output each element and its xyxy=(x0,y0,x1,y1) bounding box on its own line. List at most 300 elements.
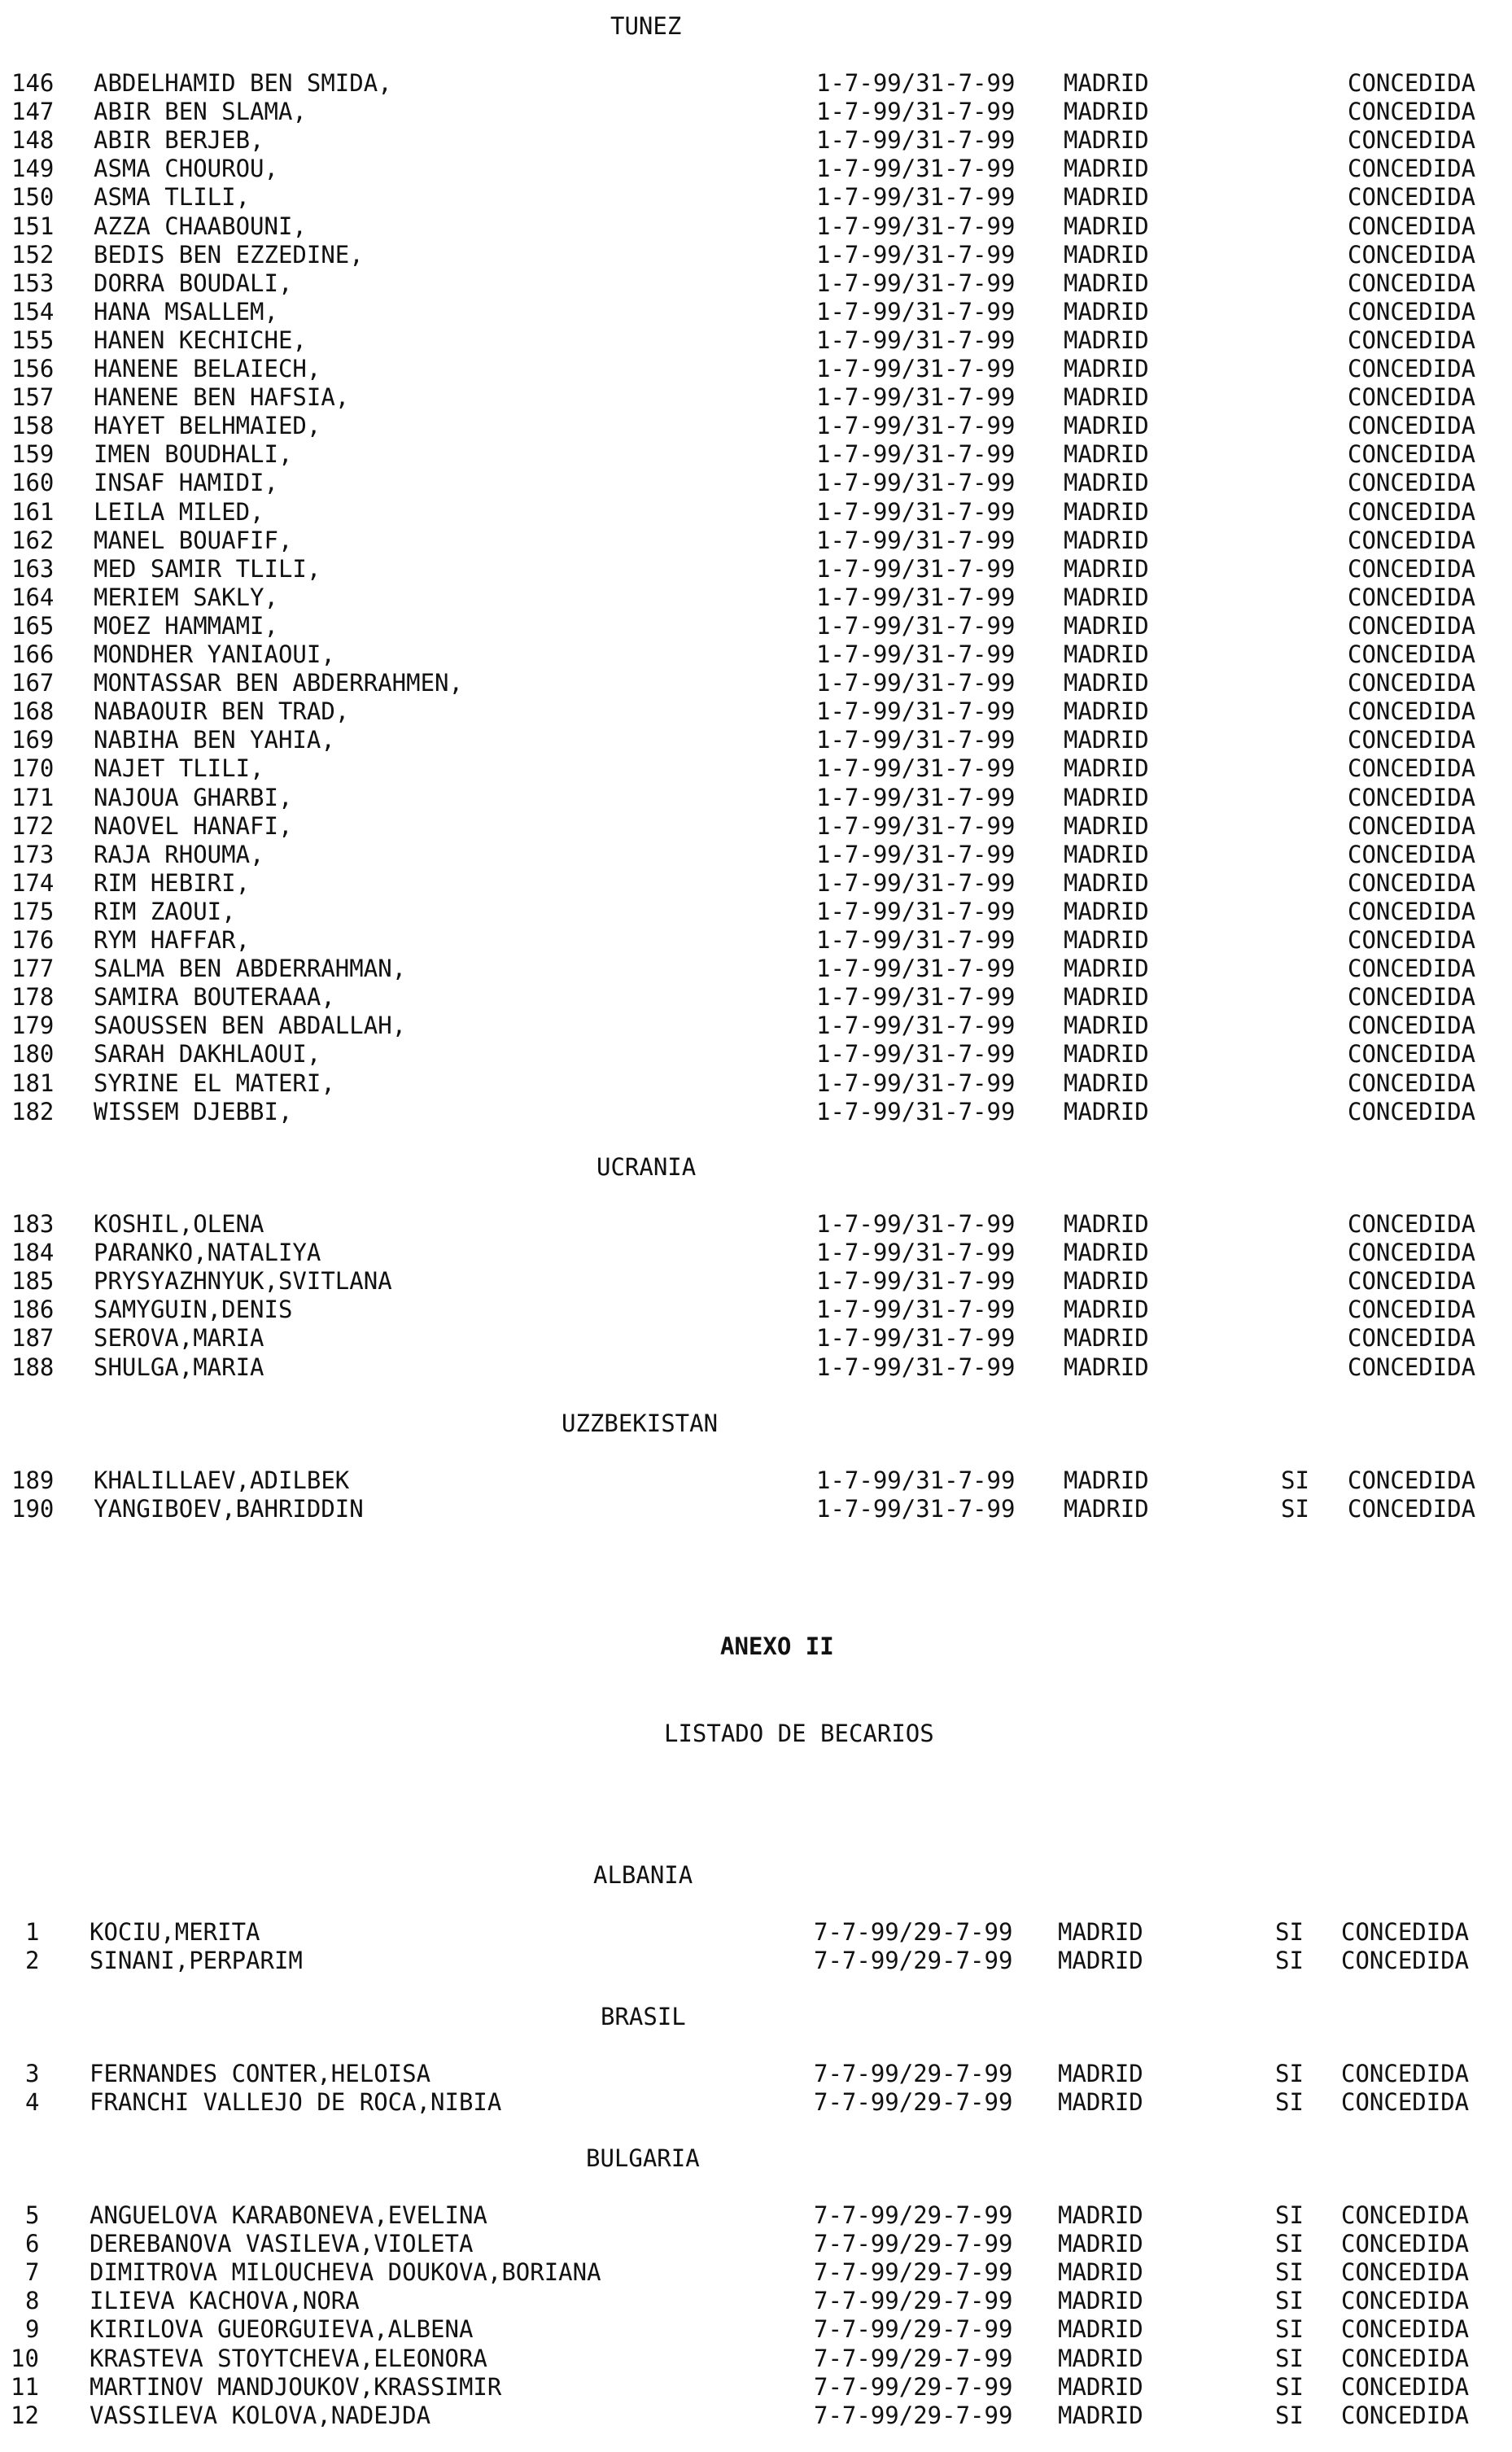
row-city: MADRID xyxy=(1058,2373,1143,2401)
row-si: SI xyxy=(1281,1466,1309,1494)
row-name: KHALILLAEV,ADILBEK xyxy=(94,1466,350,1494)
row-name: MONTASSAR BEN ABDERRAHMEN, xyxy=(94,669,463,697)
row-dates: 1-7-99/31-7-99 xyxy=(816,469,1016,496)
row-city: MADRID xyxy=(1064,784,1149,811)
row-number: 11 xyxy=(11,2373,39,2401)
row-dates: 1-7-99/31-7-99 xyxy=(816,1069,1016,1097)
row-name: SINANI,PERPARIM xyxy=(90,1947,303,1974)
table-row xyxy=(0,1039,1512,1069)
row-number: 162 xyxy=(11,527,55,554)
row-dates: 7-7-99/29-7-99 xyxy=(814,2402,1013,2429)
table-row xyxy=(0,411,1512,440)
row-name: FERNANDES CONTER,HELOISA xyxy=(90,2060,431,2087)
row-dates: 1-7-99/31-7-99 xyxy=(816,498,1016,526)
row-status: CONCEDIDA xyxy=(1348,612,1476,640)
section-heading: ALBANIA xyxy=(593,1861,693,1889)
row-status: CONCEDIDA xyxy=(1348,1239,1476,1266)
table-row xyxy=(0,1917,1512,1947)
section-heading: BULGARIA xyxy=(586,2144,700,2172)
row-name: ABIR BERJEB, xyxy=(94,126,264,154)
table-row xyxy=(0,554,1512,583)
row-name: NABIHA BEN YAHIA, xyxy=(94,726,335,754)
table-row xyxy=(0,2401,1512,2430)
row-number: 171 xyxy=(11,784,55,811)
row-dates: 1-7-99/31-7-99 xyxy=(816,1267,1016,1295)
row-dates: 1-7-99/31-7-99 xyxy=(816,898,1016,925)
row-number: 188 xyxy=(11,1353,55,1381)
row-dates: 7-7-99/29-7-99 xyxy=(814,2230,1013,2258)
row-number: 174 xyxy=(11,869,55,897)
table-row xyxy=(0,1097,1512,1126)
row-city: MADRID xyxy=(1064,1353,1149,1381)
row-number: 175 xyxy=(11,898,55,925)
row-name: ASMA TLILI, xyxy=(94,183,251,211)
row-status: CONCEDIDA xyxy=(1348,98,1476,125)
row-name: NAJET TLILI, xyxy=(94,754,264,782)
row-city: MADRID xyxy=(1064,841,1149,868)
table-row xyxy=(0,182,1512,212)
row-status: CONCEDIDA xyxy=(1341,1947,1470,1974)
row-number: 173 xyxy=(11,841,55,868)
row-status: CONCEDIDA xyxy=(1348,355,1476,382)
row-city: MADRID xyxy=(1064,469,1149,496)
row-number: 181 xyxy=(11,1069,55,1097)
row-dates: 1-7-99/31-7-99 xyxy=(816,1466,1016,1494)
table-row xyxy=(0,2344,1512,2373)
row-dates: 1-7-99/31-7-99 xyxy=(816,1098,1016,1125)
row-name: ABDELHAMID BEN SMIDA, xyxy=(94,69,392,97)
row-name: KOCIU,MERITA xyxy=(90,1918,260,1946)
row-si: SI xyxy=(1275,2315,1304,2343)
row-number: 146 xyxy=(11,69,55,97)
row-city: MADRID xyxy=(1064,669,1149,697)
row-name: PRYSYAZHNYUK,SVITLANA xyxy=(94,1267,392,1295)
row-status: CONCEDIDA xyxy=(1341,2258,1470,2286)
row-city: MADRID xyxy=(1064,298,1149,326)
row-dates: 1-7-99/31-7-99 xyxy=(816,612,1016,640)
row-city: MADRID xyxy=(1064,812,1149,840)
row-status: CONCEDIDA xyxy=(1348,126,1476,154)
row-status: CONCEDIDA xyxy=(1348,326,1476,354)
row-name: ILIEVA KACHOVA,NORA xyxy=(90,2287,360,2314)
row-status: CONCEDIDA xyxy=(1348,955,1476,982)
row-number: 184 xyxy=(11,1239,55,1266)
row-name: SAMIRA BOUTERAAA, xyxy=(94,983,335,1011)
table-row xyxy=(0,754,1512,783)
section-heading-line xyxy=(0,1407,1512,1440)
row-status: CONCEDIDA xyxy=(1348,640,1476,668)
table-row xyxy=(0,725,1512,754)
row-name: VASSILEVA KOLOVA,NADEJDA xyxy=(90,2402,431,2429)
row-name: MED SAMIR TLILI, xyxy=(94,555,321,583)
row-dates: 7-7-99/29-7-99 xyxy=(814,2345,1013,2372)
row-status: CONCEDIDA xyxy=(1348,841,1476,868)
row-dates: 1-7-99/31-7-99 xyxy=(816,1324,1016,1352)
row-city: MADRID xyxy=(1064,155,1149,182)
row-number: 189 xyxy=(11,1466,55,1494)
table-row xyxy=(0,668,1512,697)
row-status: CONCEDIDA xyxy=(1348,383,1476,411)
annex-title: ANEXO II xyxy=(720,1632,834,1660)
table-row xyxy=(0,2059,1512,2088)
row-city: MADRID xyxy=(1058,1918,1143,1946)
table-row xyxy=(0,468,1512,497)
table-row xyxy=(0,1466,1512,1495)
row-city: MADRID xyxy=(1064,640,1149,668)
row-dates: 1-7-99/31-7-99 xyxy=(816,69,1016,97)
row-number: 151 xyxy=(11,212,55,240)
table-row xyxy=(0,2286,1512,2315)
table-row xyxy=(0,125,1512,155)
row-number: 190 xyxy=(11,1495,55,1523)
row-city: MADRID xyxy=(1064,926,1149,954)
section-heading: TUNEZ xyxy=(610,12,682,40)
table-row xyxy=(0,269,1512,298)
row-number: 155 xyxy=(11,326,55,354)
row-city: MADRID xyxy=(1064,69,1149,97)
row-status: CONCEDIDA xyxy=(1348,726,1476,754)
row-dates: 1-7-99/31-7-99 xyxy=(816,640,1016,668)
row-dates: 1-7-99/31-7-99 xyxy=(816,412,1016,439)
row-name: DIMITROVA MILOUCHEVA DOUKOVA,BORIANA xyxy=(90,2258,601,2286)
row-status: CONCEDIDA xyxy=(1348,1012,1476,1039)
row-name: SARAH DAKHLAOUI, xyxy=(94,1040,321,1068)
row-dates: 7-7-99/29-7-99 xyxy=(814,2258,1013,2286)
row-number: 167 xyxy=(11,669,55,697)
row-name: INSAF HAMIDI, xyxy=(94,469,278,496)
row-dates: 1-7-99/31-7-99 xyxy=(816,440,1016,468)
row-number: 179 xyxy=(11,1012,55,1039)
row-number: 172 xyxy=(11,812,55,840)
row-number: 12 xyxy=(11,2402,39,2429)
row-city: MADRID xyxy=(1064,1210,1149,1238)
row-city: MADRID xyxy=(1058,2060,1143,2087)
row-dates: 1-7-99/31-7-99 xyxy=(816,697,1016,725)
row-city: MADRID xyxy=(1064,1324,1149,1352)
section-heading: UCRANIA xyxy=(596,1153,697,1181)
row-city: MADRID xyxy=(1064,1495,1149,1523)
table-row xyxy=(0,1069,1512,1098)
row-city: MADRID xyxy=(1064,326,1149,354)
row-status: CONCEDIDA xyxy=(1341,2402,1470,2429)
row-city: MADRID xyxy=(1064,1466,1149,1494)
table-row xyxy=(0,783,1512,812)
row-status: CONCEDIDA xyxy=(1348,754,1476,782)
row-dates: 1-7-99/31-7-99 xyxy=(816,1296,1016,1323)
row-si: SI xyxy=(1281,1495,1309,1523)
table-row xyxy=(0,925,1512,955)
table-row xyxy=(0,526,1512,555)
row-name: SAMYGUIN,DENIS xyxy=(94,1296,293,1323)
row-city: MADRID xyxy=(1064,1069,1149,1097)
table-row xyxy=(0,1238,1512,1267)
table-row xyxy=(0,240,1512,269)
row-name: PARANKO,NATALIYA xyxy=(94,1239,321,1266)
row-status: CONCEDIDA xyxy=(1348,212,1476,240)
row-number: 153 xyxy=(11,269,55,297)
row-name: HAYET BELHMAIED, xyxy=(94,412,321,439)
row-status: CONCEDIDA xyxy=(1341,2201,1470,2229)
row-status: CONCEDIDA xyxy=(1341,2345,1470,2372)
section-heading-line xyxy=(0,1859,1512,1891)
row-dates: 1-7-99/31-7-99 xyxy=(816,841,1016,868)
row-status: CONCEDIDA xyxy=(1348,69,1476,97)
row-city: MADRID xyxy=(1058,2315,1143,2343)
row-city: MADRID xyxy=(1058,2258,1143,2286)
row-status: CONCEDIDA xyxy=(1348,1040,1476,1068)
row-city: MADRID xyxy=(1058,2230,1143,2258)
row-name: HANENE BELAIECH, xyxy=(94,355,321,382)
row-dates: 1-7-99/31-7-99 xyxy=(816,183,1016,211)
row-status: CONCEDIDA xyxy=(1348,1324,1476,1352)
row-status: CONCEDIDA xyxy=(1348,1466,1476,1494)
row-status: CONCEDIDA xyxy=(1341,2373,1470,2401)
table-row xyxy=(0,1209,1512,1239)
row-status: CONCEDIDA xyxy=(1348,1098,1476,1125)
table-row xyxy=(0,354,1512,383)
row-number: 8 xyxy=(25,2287,40,2314)
row-city: MADRID xyxy=(1064,498,1149,526)
table-row xyxy=(0,1946,1512,1975)
row-si: SI xyxy=(1275,2230,1304,2258)
row-status: CONCEDIDA xyxy=(1348,926,1476,954)
row-dates: 1-7-99/31-7-99 xyxy=(816,754,1016,782)
row-city: MADRID xyxy=(1064,183,1149,211)
row-status: CONCEDIDA xyxy=(1348,1353,1476,1381)
row-dates: 1-7-99/31-7-99 xyxy=(816,1012,1016,1039)
row-name: MOEZ HAMMAMI, xyxy=(94,612,278,640)
row-si: SI xyxy=(1275,2060,1304,2087)
table-row xyxy=(0,326,1512,355)
row-dates: 1-7-99/31-7-99 xyxy=(816,326,1016,354)
row-city: MADRID xyxy=(1064,241,1149,269)
row-status: CONCEDIDA xyxy=(1348,1069,1476,1097)
row-number: 7 xyxy=(25,2258,40,2286)
table-row xyxy=(0,1323,1512,1353)
row-si: SI xyxy=(1275,2345,1304,2372)
row-name: SEROVA,MARIA xyxy=(94,1324,264,1352)
section-heading-line xyxy=(0,1151,1512,1183)
row-city: MADRID xyxy=(1064,555,1149,583)
row-number: 183 xyxy=(11,1210,55,1238)
row-city: MADRID xyxy=(1064,898,1149,925)
row-dates: 1-7-99/31-7-99 xyxy=(816,983,1016,1011)
row-number: 152 xyxy=(11,241,55,269)
row-name: SALMA BEN ABDERRAHMAN, xyxy=(94,955,407,982)
table-row xyxy=(0,1295,1512,1324)
annex-title-line xyxy=(0,1630,1512,1663)
table-row xyxy=(0,583,1512,612)
row-status: CONCEDIDA xyxy=(1348,412,1476,439)
table-row xyxy=(0,2229,1512,2258)
row-name: RYM HAFFAR, xyxy=(94,926,251,954)
row-si: SI xyxy=(1275,2258,1304,2286)
row-city: MADRID xyxy=(1064,412,1149,439)
row-dates: 1-7-99/31-7-99 xyxy=(816,812,1016,840)
row-status: CONCEDIDA xyxy=(1348,812,1476,840)
table-row xyxy=(0,212,1512,241)
row-name: ANGUELOVA KARABONEVA,EVELINA xyxy=(90,2201,487,2229)
row-status: CONCEDIDA xyxy=(1348,983,1476,1011)
row-dates: 1-7-99/31-7-99 xyxy=(816,926,1016,954)
table-row xyxy=(0,1266,1512,1296)
row-dates: 1-7-99/31-7-99 xyxy=(816,1239,1016,1266)
row-name: NAOVEL HANAFI, xyxy=(94,812,293,840)
row-name: HANENE BEN HAFSIA, xyxy=(94,383,350,411)
row-number: 3 xyxy=(25,2060,40,2087)
row-dates: 7-7-99/29-7-99 xyxy=(814,2060,1013,2087)
row-city: MADRID xyxy=(1064,955,1149,982)
row-number: 169 xyxy=(11,726,55,754)
row-number: 154 xyxy=(11,298,55,326)
table-row xyxy=(0,2314,1512,2344)
table-row xyxy=(0,697,1512,726)
row-name: RIM ZAOUI, xyxy=(94,898,236,925)
section-heading: UZZBEKISTAN xyxy=(562,1410,719,1437)
row-city: MADRID xyxy=(1064,983,1149,1011)
row-number: 166 xyxy=(11,640,55,668)
row-name: NABAOUIR BEN TRAD, xyxy=(94,697,350,725)
row-dates: 1-7-99/31-7-99 xyxy=(816,383,1016,411)
table-row xyxy=(0,68,1512,98)
row-city: MADRID xyxy=(1064,583,1149,611)
table-row xyxy=(0,154,1512,183)
row-status: CONCEDIDA xyxy=(1348,527,1476,554)
table-row xyxy=(0,2087,1512,2117)
row-dates: 1-7-99/31-7-99 xyxy=(816,126,1016,154)
row-name: KRASTEVA STOYTCHEVA,ELEONORA xyxy=(90,2345,487,2372)
row-name: DORRA BOUDALI, xyxy=(94,269,293,297)
row-city: MADRID xyxy=(1064,440,1149,468)
row-status: CONCEDIDA xyxy=(1348,269,1476,297)
row-dates: 7-7-99/29-7-99 xyxy=(814,2373,1013,2401)
section-heading: BRASIL xyxy=(601,2003,686,2030)
row-name: NAJOUA GHARBI, xyxy=(94,784,293,811)
row-name: IMEN BOUDHALI, xyxy=(94,440,293,468)
row-status: CONCEDIDA xyxy=(1348,298,1476,326)
row-city: MADRID xyxy=(1064,383,1149,411)
row-city: MADRID xyxy=(1058,2088,1143,2116)
row-number: 5 xyxy=(25,2201,40,2229)
row-dates: 1-7-99/31-7-99 xyxy=(816,1040,1016,1068)
row-status: CONCEDIDA xyxy=(1348,498,1476,526)
table-row xyxy=(0,868,1512,898)
row-dates: 1-7-99/31-7-99 xyxy=(816,583,1016,611)
row-number: 157 xyxy=(11,383,55,411)
table-row xyxy=(0,2258,1512,2287)
row-number: 1 xyxy=(25,1918,40,1946)
row-number: 2 xyxy=(25,1947,40,1974)
row-number: 178 xyxy=(11,983,55,1011)
row-number: 164 xyxy=(11,583,55,611)
row-number: 168 xyxy=(11,697,55,725)
row-city: MADRID xyxy=(1064,98,1149,125)
table-row xyxy=(0,897,1512,926)
row-number: 186 xyxy=(11,1296,55,1323)
row-dates: 1-7-99/31-7-99 xyxy=(816,355,1016,382)
row-name: FRANCHI VALLEJO DE ROCA,NIBIA xyxy=(90,2088,502,2116)
row-dates: 1-7-99/31-7-99 xyxy=(816,241,1016,269)
table-row xyxy=(0,1353,1512,1382)
row-dates: 1-7-99/31-7-99 xyxy=(816,869,1016,897)
row-city: MADRID xyxy=(1058,1947,1143,1974)
row-status: CONCEDIDA xyxy=(1348,241,1476,269)
row-city: MADRID xyxy=(1064,527,1149,554)
row-si: SI xyxy=(1275,2373,1304,2401)
annex-subtitle-line xyxy=(0,1717,1512,1750)
row-number: 150 xyxy=(11,183,55,211)
table-row xyxy=(0,497,1512,527)
row-name: MARTINOV MANDJOUKOV,KRASSIMIR xyxy=(90,2373,502,2401)
row-dates: 1-7-99/31-7-99 xyxy=(816,98,1016,125)
section-heading-line xyxy=(0,10,1512,42)
row-status: CONCEDIDA xyxy=(1348,898,1476,925)
table-row xyxy=(0,297,1512,326)
row-number: 176 xyxy=(11,926,55,954)
row-name: HANEN KECHICHE, xyxy=(94,326,307,354)
row-number: 9 xyxy=(25,2315,40,2343)
annex-subtitle: LISTADO DE BECARIOS xyxy=(664,1720,934,1747)
table-row xyxy=(0,97,1512,126)
row-dates: 1-7-99/31-7-99 xyxy=(816,155,1016,182)
row-si: SI xyxy=(1275,2201,1304,2229)
table-row xyxy=(0,982,1512,1012)
row-status: CONCEDIDA xyxy=(1348,669,1476,697)
row-status: CONCEDIDA xyxy=(1348,183,1476,211)
row-number: 187 xyxy=(11,1324,55,1352)
row-name: MERIEM SAKLY, xyxy=(94,583,278,611)
table-row xyxy=(0,840,1512,869)
row-city: MADRID xyxy=(1058,2345,1143,2372)
row-dates: 7-7-99/29-7-99 xyxy=(814,1947,1013,1974)
row-dates: 7-7-99/29-7-99 xyxy=(814,2088,1013,2116)
row-name: WISSEM DJEBBI, xyxy=(94,1098,293,1125)
row-number: 160 xyxy=(11,469,55,496)
table-row xyxy=(0,2201,1512,2230)
row-dates: 1-7-99/31-7-99 xyxy=(816,784,1016,811)
row-status: CONCEDIDA xyxy=(1341,2287,1470,2314)
row-name: KIRILOVA GUEORGUIEVA,ALBENA xyxy=(90,2315,474,2343)
row-number: 182 xyxy=(11,1098,55,1125)
table-row xyxy=(0,611,1512,640)
section-heading-line xyxy=(0,2000,1512,2033)
row-name: SYRINE EL MATERI, xyxy=(94,1069,335,1097)
row-status: CONCEDIDA xyxy=(1348,869,1476,897)
row-si: SI xyxy=(1275,2402,1304,2429)
table-row xyxy=(0,2372,1512,2402)
row-city: MADRID xyxy=(1064,1267,1149,1295)
row-city: MADRID xyxy=(1064,126,1149,154)
row-dates: 1-7-99/31-7-99 xyxy=(816,955,1016,982)
row-number: 177 xyxy=(11,955,55,982)
row-status: CONCEDIDA xyxy=(1348,1296,1476,1323)
row-number: 149 xyxy=(11,155,55,182)
table-row xyxy=(0,439,1512,469)
row-city: MADRID xyxy=(1064,726,1149,754)
row-status: CONCEDIDA xyxy=(1348,784,1476,811)
row-name: HANA MSALLEM, xyxy=(94,298,278,326)
row-si: SI xyxy=(1275,1947,1304,1974)
row-status: CONCEDIDA xyxy=(1348,697,1476,725)
row-city: MADRID xyxy=(1064,1239,1149,1266)
table-row xyxy=(0,1494,1512,1523)
row-number: 170 xyxy=(11,754,55,782)
row-dates: 1-7-99/31-7-99 xyxy=(816,726,1016,754)
row-status: CONCEDIDA xyxy=(1341,2088,1470,2116)
row-city: MADRID xyxy=(1058,2287,1143,2314)
table-row xyxy=(0,954,1512,983)
row-status: CONCEDIDA xyxy=(1348,469,1476,496)
